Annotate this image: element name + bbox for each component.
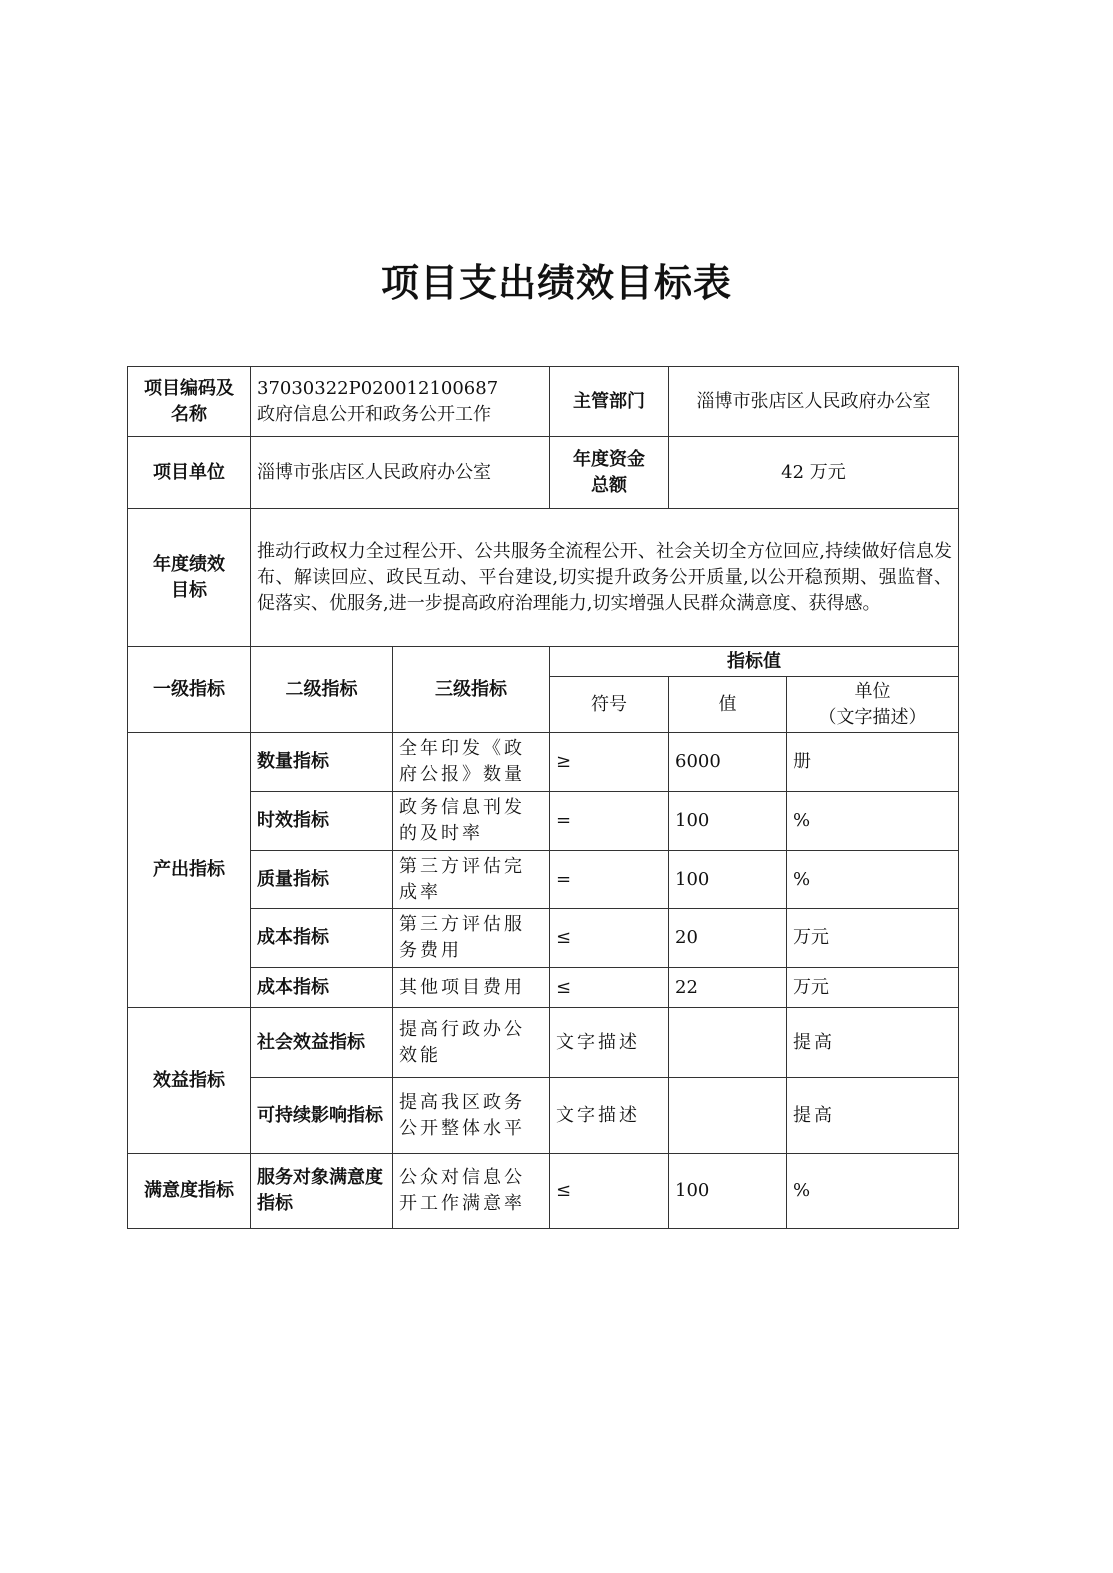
unit-cell: 提高 [787, 1008, 959, 1078]
level3-cell: 第三方评估服务费用 [393, 909, 550, 968]
unit-cell: % [787, 792, 959, 851]
value-cell: 20 [669, 909, 787, 968]
value-cell: 100 [669, 1154, 787, 1229]
group-benefit: 效益指标 [128, 1008, 251, 1154]
level2-cell: 时效指标 [251, 792, 393, 851]
code-name-label: 项目编码及 名称 [128, 367, 251, 437]
table-row [128, 1154, 959, 1229]
table-row [128, 1078, 959, 1154]
symbol-cell: ≥ [550, 733, 669, 792]
goal-label: 年度绩效 目标 [128, 509, 251, 647]
header-level3: 三级指标 [393, 647, 550, 733]
value-cell: 100 [669, 792, 787, 851]
level3-cell: 政务信息刊发的及时率 [393, 792, 550, 851]
project-code-name [251, 367, 550, 437]
project-code-row [128, 367, 959, 437]
value-cell: 6000 [669, 733, 787, 792]
level3-cell: 提高行政办公效能 [393, 1008, 550, 1078]
level3-cell: 其他项目费用 [393, 968, 550, 1008]
header-level1: 一级指标 [128, 647, 251, 733]
project-name: 政府信息公开和政务公开工作 [257, 403, 491, 425]
level2-cell: 社会效益指标 [251, 1008, 393, 1078]
header-unit: 单位 （文字描述） [787, 677, 959, 733]
unit-cell: 万元 [787, 968, 959, 1008]
unit-cell: % [787, 1154, 959, 1229]
table-row [128, 792, 959, 851]
unit-cell: % [787, 851, 959, 909]
symbol-cell: = [550, 792, 669, 851]
fund-value: 42 万元 [669, 437, 959, 509]
unit-cell: 提高 [787, 1078, 959, 1154]
level3-cell: 第三方评估完成率 [393, 851, 550, 909]
fund-label: 年度资金 总额 [550, 437, 669, 509]
symbol-cell: 文字描述 [550, 1008, 669, 1078]
symbol-cell: ≤ [550, 909, 669, 968]
project-unit-row [128, 437, 959, 509]
level2-cell: 成本指标 [251, 909, 393, 968]
goal-text: 推动行政权力全过程公开、公共服务全流程公开、社会关切全方位回应,持续做好信息发布、解读回应、政民互动、平台建设,切实提升政务公开质量,以公开稳预期、强监督、促落实、优服务,进一步提高政府治理能力,切实增强人民群众满意度、获得感。 [251, 509, 959, 647]
value-cell [669, 1078, 787, 1154]
page-title: 项目支出绩效目标表 [380, 261, 732, 305]
header-row-1 [128, 647, 959, 677]
group-output: 产出指标 [128, 733, 251, 1008]
symbol-cell: = [550, 851, 669, 909]
table-row [128, 851, 959, 909]
group-satisfaction: 满意度指标 [128, 1154, 251, 1229]
symbol-cell: ≤ [550, 968, 669, 1008]
unit-value: 淄博市张店区人民政府办公室 [251, 437, 550, 509]
symbol-cell: ≤ [550, 1154, 669, 1229]
dept-label: 主管部门 [550, 367, 669, 437]
header-value-group: 指标值 [550, 647, 959, 677]
level2-cell: 成本指标 [251, 968, 393, 1008]
level3-cell: 公众对信息公开工作满意率 [393, 1154, 550, 1229]
value-cell: 22 [669, 968, 787, 1008]
table-row [128, 909, 959, 968]
annual-goal-row [128, 509, 959, 647]
header-symbol: 符号 [550, 677, 669, 733]
unit-cell: 册 [787, 733, 959, 792]
header-level2: 二级指标 [251, 647, 393, 733]
dept-value: 淄博市张店区人民政府办公室 [669, 367, 959, 437]
value-cell [669, 1008, 787, 1078]
table-row [128, 968, 959, 1008]
level2-cell: 质量指标 [251, 851, 393, 909]
level2-cell: 可持续影响指标 [251, 1078, 393, 1154]
value-cell: 100 [669, 851, 787, 909]
header-value: 值 [669, 677, 787, 733]
performance-target-table [127, 366, 959, 1229]
level3-cell: 全年印发《政府公报》数量 [393, 733, 550, 792]
symbol-cell: 文字描述 [550, 1078, 669, 1154]
project-code: 37030322P020012100687 [257, 377, 499, 399]
table-row [128, 733, 959, 792]
unit-label: 项目单位 [128, 437, 251, 509]
level3-cell: 提高我区政务公开整体水平 [393, 1078, 550, 1154]
level2-cell: 数量指标 [251, 733, 393, 792]
unit-cell: 万元 [787, 909, 959, 968]
table-row [128, 1008, 959, 1078]
level2-cell: 服务对象满意度指标 [251, 1154, 393, 1229]
